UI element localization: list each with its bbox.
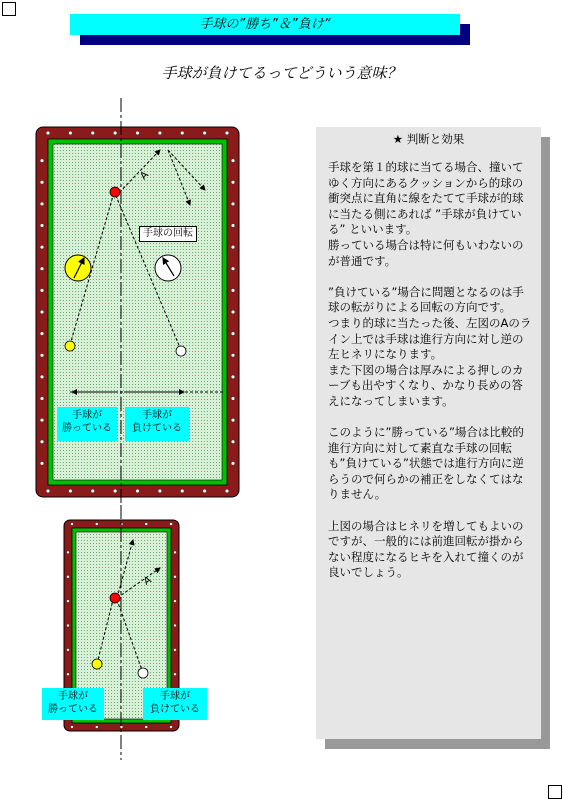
rail-diamond — [69, 131, 73, 135]
rail-diamond — [203, 131, 207, 135]
rail-diamond — [40, 375, 44, 379]
rail-diamond — [40, 267, 44, 271]
rail-diamond — [67, 600, 70, 603]
red-object-ball — [110, 593, 120, 603]
rail-diamond — [71, 726, 74, 729]
rail-diamond — [67, 624, 70, 627]
rail-diamond — [231, 462, 235, 466]
page-title: 手球の”勝ち”＆”負け” — [70, 14, 460, 35]
rail-diamond — [225, 131, 229, 135]
rail-diamond — [231, 202, 235, 206]
white-cue-ball — [138, 668, 148, 678]
rail-diamond — [170, 523, 173, 526]
rail-diamond — [231, 440, 235, 444]
rail-diamond — [67, 551, 70, 554]
rail-diamond — [91, 131, 95, 135]
losing-label: 手球が 負けている — [125, 407, 189, 441]
rail-diamond — [231, 418, 235, 422]
rail-diamond — [158, 131, 162, 135]
rail-diamond — [231, 224, 235, 228]
rail-diamond — [95, 523, 98, 526]
rail-diamond — [145, 523, 148, 526]
rail-diamond — [67, 673, 70, 676]
rail-diamond — [113, 489, 117, 493]
rail-diamond — [174, 624, 177, 627]
winning-label: 手球が 勝っている — [57, 407, 117, 441]
rail-diamond — [46, 489, 50, 493]
rail-diamond — [69, 489, 73, 493]
rail-diamond — [231, 245, 235, 249]
line-marker-a: A — [138, 169, 151, 183]
rail-diamond — [40, 224, 44, 228]
rail-diamond — [231, 159, 235, 163]
rail-diamond — [40, 332, 44, 336]
explanation-panel — [316, 127, 541, 739]
rail-diamond — [174, 575, 177, 578]
rail-diamond — [40, 397, 44, 401]
rail-diamond — [136, 131, 140, 135]
rail-diamond — [40, 462, 44, 466]
rail-diamond — [40, 180, 44, 184]
panel-body-text: 手球を第１的球に当てる場合、撞いてゆく方向にあるクッションから的球の衝突点に直角に線をたてて手球が的球に当たる側にあれば ”手球が負けている” といいます。 勝っている場合は特に何もいわないのが普通です。 ”負けている”場合に問題となるのは手球の転がりによる回転の方向です。 つまり的球に当たった後、左図のAのライン上では手球は進行方向に対し逆の左ヒネリになります。 また下図の場合は厚みによる押しのカーブも出やすくなり、かなり長めの答えになってしまいます。 このように”勝っている”場合は比較的進行方向に対して素直な手球の回転も”負けている”状態では進行方向に逆らうので何らかの補正をしなくてはなりません。 上図の場合はヒネリを増してもよいのですが、一般的には前進回転が掛からない程度になるヒキを入れて撞くのが良いでしょう。 — [328, 160, 532, 580]
rail-diamond — [40, 353, 44, 357]
rail-diamond — [231, 353, 235, 357]
rail-diamond — [95, 726, 98, 729]
rail-diamond — [231, 332, 235, 336]
rail-diamond — [120, 726, 123, 729]
rail-diamond — [231, 310, 235, 314]
rail-diamond — [145, 726, 148, 729]
rail-diamond — [113, 131, 117, 135]
rail-diamond — [40, 245, 44, 249]
rail-diamond — [180, 489, 184, 493]
winning-spin-indicator — [65, 255, 91, 281]
rail-diamond — [231, 397, 235, 401]
line-marker-a: A — [142, 574, 154, 588]
rail-diamond — [170, 726, 173, 729]
rail-diamond — [174, 600, 177, 603]
page-subtitle: 手球が負けてるってどういう意味？ — [161, 64, 402, 82]
rail-diamond — [40, 202, 44, 206]
rail-diamond — [67, 575, 70, 578]
rail-diamond — [174, 648, 177, 651]
rail-diamond — [136, 489, 140, 493]
winning-label: 手球が 勝っている — [42, 688, 104, 720]
rail-diamond — [67, 648, 70, 651]
rail-diamond — [40, 310, 44, 314]
rail-diamond — [231, 267, 235, 271]
rail-diamond — [231, 375, 235, 379]
rail-diamond — [91, 489, 95, 493]
white-cue-ball — [176, 346, 186, 356]
yellow-cue-ball — [92, 659, 102, 669]
rail-diamond — [174, 551, 177, 554]
rail-diamond — [40, 289, 44, 293]
rail-diamond — [46, 131, 50, 135]
rail-diamond — [40, 440, 44, 444]
rail-diamond — [158, 489, 162, 493]
losing-label: 手球が 負けている — [143, 688, 207, 720]
panel-heading: ★ 判断と効果 — [392, 132, 465, 146]
yellow-cue-ball — [65, 341, 75, 351]
rail-diamond — [40, 418, 44, 422]
losing-spin-indicator — [155, 255, 181, 281]
rail-diamond — [203, 489, 207, 493]
rail-diamond — [180, 131, 184, 135]
rail-diamond — [71, 523, 74, 526]
top-pool-table — [36, 127, 239, 497]
cue-spin-label: 手球の回転 — [139, 226, 197, 242]
rail-diamond — [231, 289, 235, 293]
rail-diamond — [225, 489, 229, 493]
rail-diamond — [40, 159, 44, 163]
rail-diamond — [231, 180, 235, 184]
red-object-ball — [110, 187, 120, 197]
rail-diamond — [174, 673, 177, 676]
